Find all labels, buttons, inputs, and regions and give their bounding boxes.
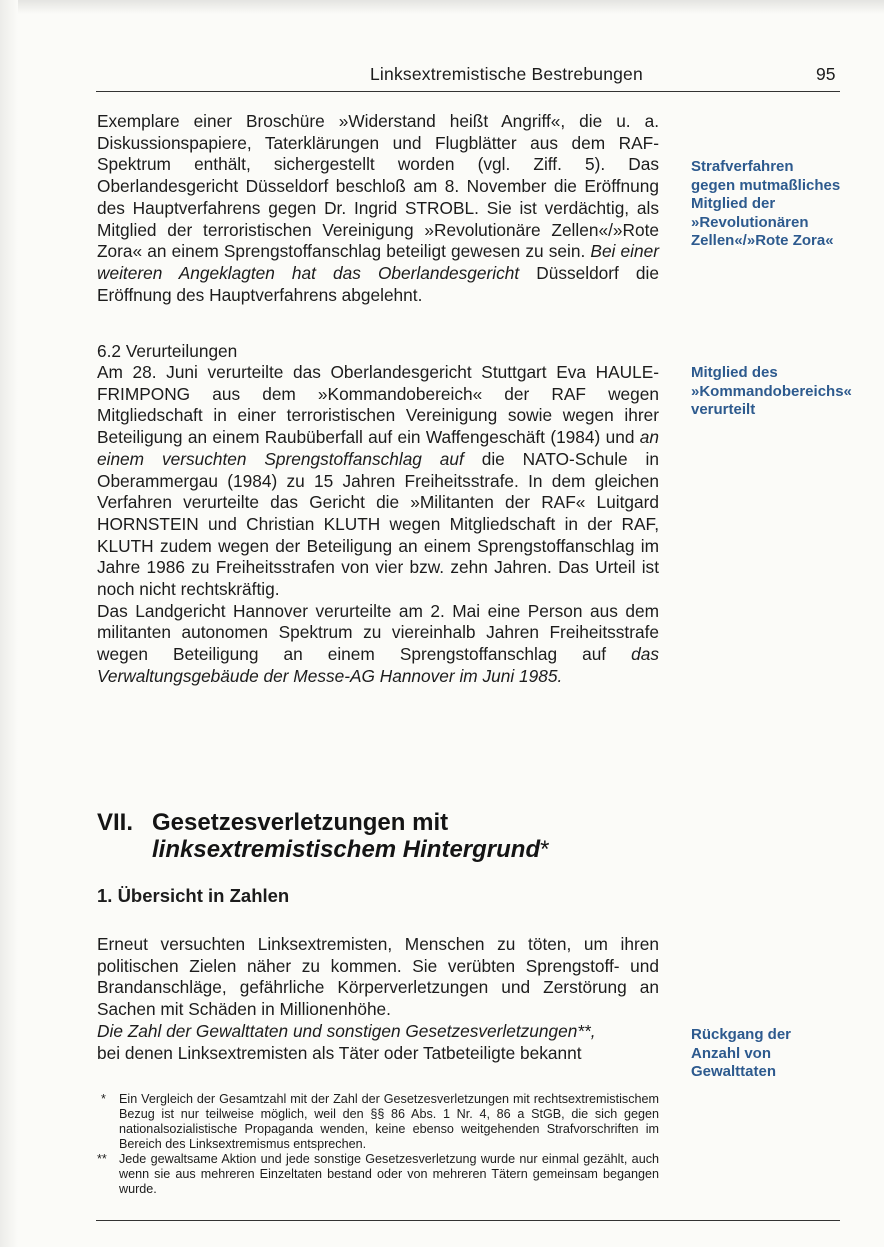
- margin-note-rueckgang: Rückgang der Anzahl von Gewalttaten: [691, 1026, 792, 1080]
- margin-note-strafverfahren: Strafverfahren gegen mutmaßliches Mitglied der »Revolutionären Zellen«/»Rote Zora«: [691, 158, 841, 249]
- para2-text: Am 28. Juni verurteilte das Oberlandesgericht Stuttgart Eva HAULE-FRIMPONG aus dem »Kommandobereich« der RAF wegen Mitgliedschaft in einer terroristischen Vereinigung sowie wegen ihrer Beteiligung an einem Raubüberfall auf ein Waffengeschäft (1984) und: [97, 362, 659, 448]
- para1-text: Exemplare einer Broschüre »Widerstand heißt Angriff«, die u. a. Diskussionspapiere, Taterklärungen und Flugblätter aus dem RAF-Spektrum enthält, sichergestellt worden (vgl. Ziff. 5). Das Oberlandesgericht Düsseldorf beschloß am 8. November die Eröffnung des Hauptverfahrens gegen Dr. Ingrid STROBL. Sie ist verdächtig, als Mitglied der terroristischen Vereinigung »Revolutionäre Zellen«/»Rote Zora« an einem Sprengstoffanschlag beteiligt gewesen zu sein.: [97, 111, 659, 262]
- header-rule: [96, 91, 840, 92]
- footnote: [97, 1152, 659, 1197]
- footnotes: [97, 1092, 659, 1197]
- para4-text: Erneut versuchten Linksextremisten, Menschen zu töten, um ihren politischen Zielen näher zu kommen. Sie verübten Sprengstoff- und Brandanschläge, gefährliche Körperverletzungen und Zerstörung an Sachen mit Schäden in Millionenhöhe.: [97, 934, 659, 1020]
- para2-text-cont: die NATO-Schule in Oberammergau (1984) zu 15 Jahren Freiheitsstrafe. In dem gleichen Verfahren verurteilte das Gericht die »Militanten der RAF« Luitgard HORNSTEIN und Christian KLUTH wegen Mitgliedschaft in der RAF, KLUTH zudem wegen der Beteiligung an einem Sprengstoffanschlag im Jahre 1986 zu Freiheitsstrafen von vier bzw. zehn Jahren. Das Urteil ist noch nicht rechtskräftig.: [97, 448, 659, 600]
- footnote-mark: *: [101, 1092, 106, 1106]
- para1-italic: Bei einer weiteren Angeklagten hat das Oberlandesgericht: [97, 241, 659, 283]
- footnote: [97, 1092, 659, 1152]
- section-number: VII.: [97, 809, 134, 836]
- para1-tail: Düsseldorf die Eröffnung des Hauptverfahrens abgelehnt.: [97, 262, 659, 305]
- para2-italic: an einem versuchten Sprengstoffanschlag auf: [97, 427, 659, 469]
- footnote-text: Jede gewaltsame Aktion und jede sonstige Gesetzesverletzung wurde nur einmal gezählt, auch wenn sie aus mehreren Einzeltaten bestand oder von mehreren Tätern gemeinsam begangen wurde.: [119, 1152, 659, 1196]
- para4-italic: Die Zahl der Gewalttaten und sonstigen Gesetzesverletzungen**,: [97, 1020, 596, 1041]
- scan-shadow-left: [0, 0, 18, 1247]
- section-title-line2: linksextremistischem Hintergrund: [152, 836, 541, 863]
- footer-rule: [96, 1220, 840, 1221]
- paragraph-uebersicht: [97, 934, 659, 1064]
- para3-italic: das Verwaltungsgebäude der Messe-AG Hannover im Juni 1985.: [97, 644, 659, 686]
- footnote-text: Ein Vergleich der Gesamtzahl mit der Zahl der Gesetzesverletzungen mit rechtsextremistischem Bezug ist nur teilweise möglich, weil den §§ 86 Abs. 1 Nr. 4, 86 a StGB, die sich gegen nationalsozialistische Propaganda wenden, keine ebenso weitgehenden Strafvorschriften im Bereich des Linksextremismus entsprechen.: [119, 1092, 659, 1151]
- section-footnote-mark: *: [540, 836, 550, 863]
- footnote-mark: **: [97, 1152, 107, 1166]
- page-number: 95: [816, 64, 836, 84]
- subsection-heading-uebersicht: 1. Übersicht in Zahlen: [97, 885, 290, 906]
- para4-tail: bei denen Linksextremisten als Täter oder Tatbeteiligte bekannt: [97, 1042, 582, 1063]
- paragraph-verurteilungen: [97, 362, 659, 688]
- scan-shadow-top: [0, 0, 884, 14]
- paragraph-strafverfahren: [97, 111, 659, 306]
- para3-text: Das Landgericht Hannover verurteilte am 2. Mai eine Person aus dem militanten autonomen Spektrum zu viereinhalb Jahren Freiheitsstrafe wegen Beteiligung an einem Sprengstoffanschlag auf: [97, 600, 659, 665]
- margin-note-kommandobereich: Mitglied des »Kommandobereichs« verurteilt: [691, 364, 852, 418]
- section-heading-vii: [97, 809, 549, 863]
- subheading-verurteilungen: 6.2 Verurteilungen: [97, 341, 238, 361]
- section-title-line1: Gesetzesverletzungen mit: [152, 809, 449, 836]
- running-header: Linksextremistische Bestrebungen: [370, 64, 643, 84]
